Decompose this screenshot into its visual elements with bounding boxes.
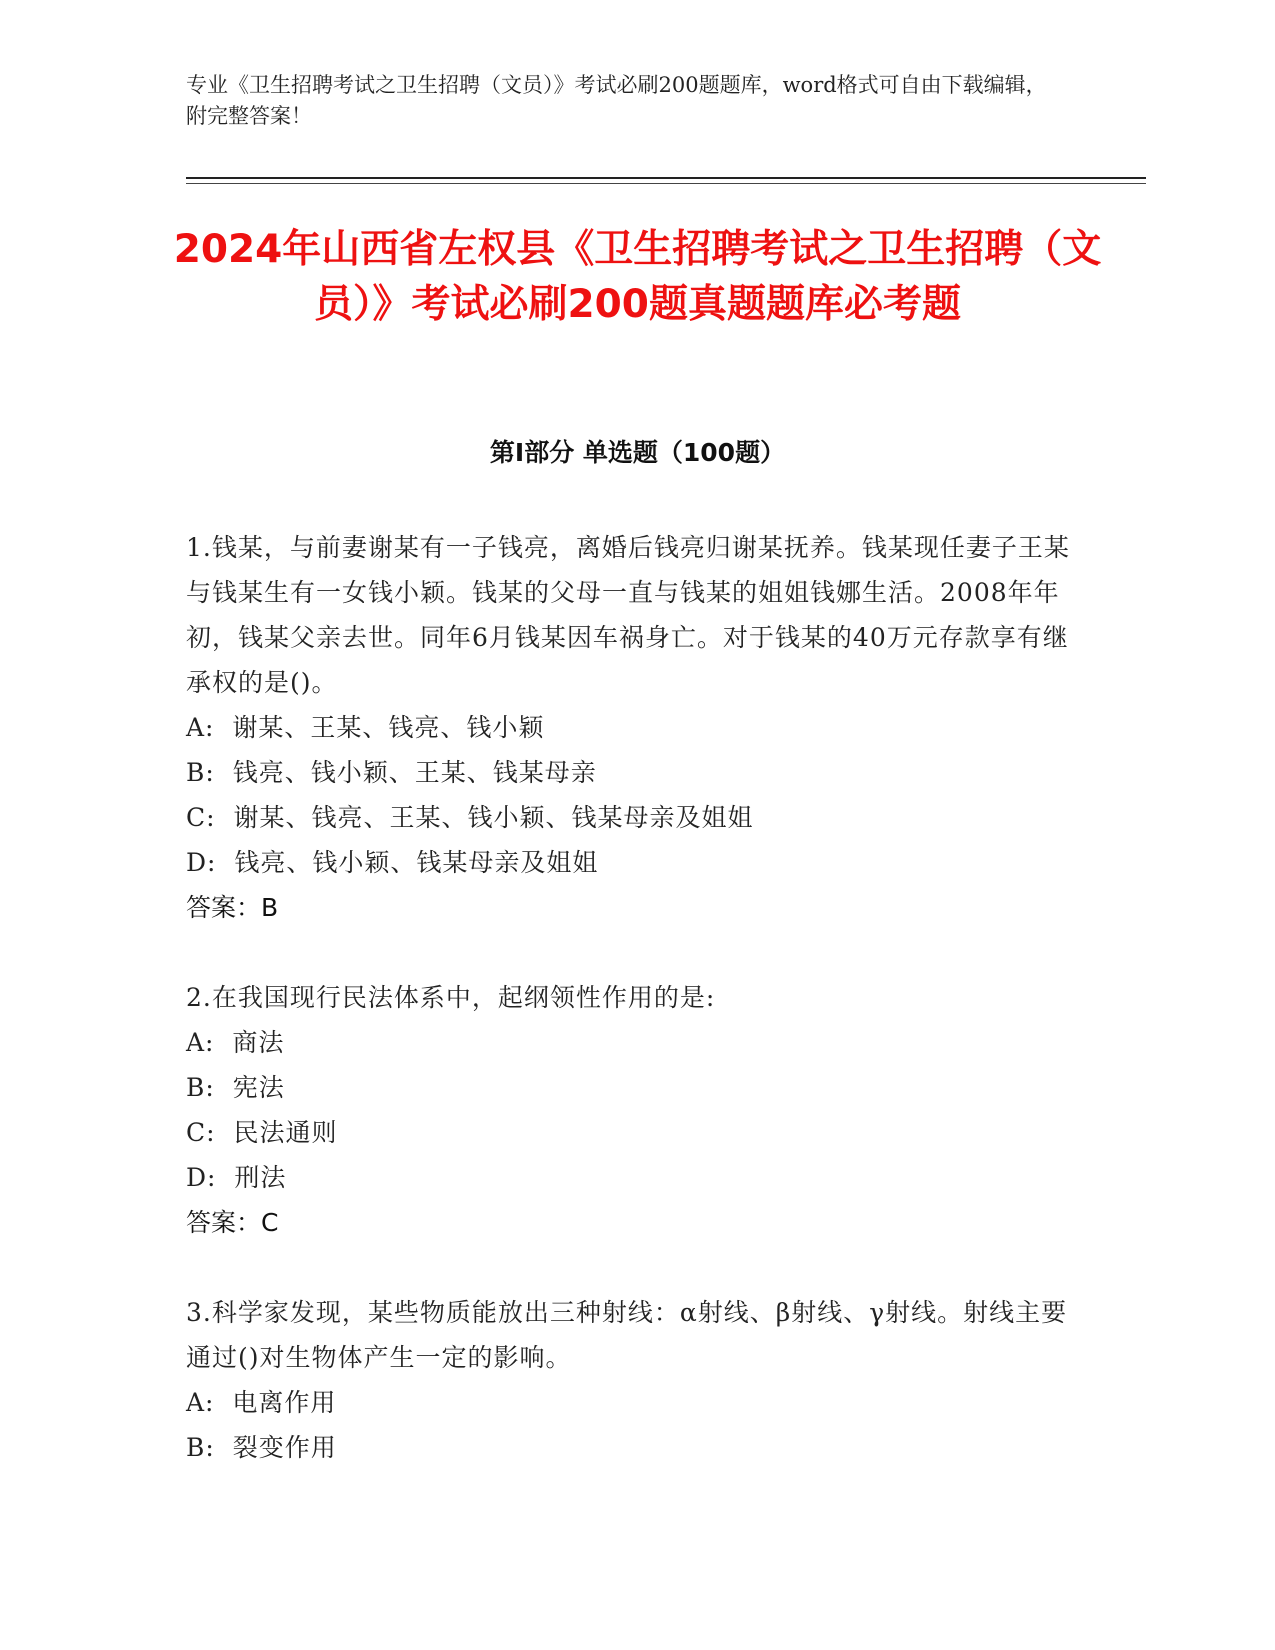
question-1 xyxy=(186,525,1076,930)
option-b: B: 钱亮、钱小颖、王某、钱某母亲 xyxy=(186,758,597,787)
option-b: B: 裂变作用 xyxy=(186,1433,337,1462)
question-list xyxy=(186,525,1076,1515)
question-3 xyxy=(186,1290,1076,1470)
document-title: 2024年山西省左权县《卫生招聘考试之卫生招聘（文员）》考试必刷200题真题题库必考题 xyxy=(173,227,1102,327)
header-note: 专业《卫生招聘考试之卫生招聘（文员）》考试必刷200题题库，word格式可自由下载编辑，附完整答案！ xyxy=(186,73,1047,128)
question-2 xyxy=(186,975,1076,1245)
option-d: D: 钱亮、钱小颖、钱某母亲及姐姐 xyxy=(186,848,599,877)
question-stem: 1.钱某，与前妻谢某有一子钱亮，离婚后钱亮归谢某抚养。钱某现任妻子王某与钱某生有一女钱小颖。钱某的父母一直与钱某的姐姐钱娜生活。2008年年初，钱某父亲去世。同年6月钱某因车祸身亡。对于钱某的40万元存款享有继承权的是()。 xyxy=(186,533,1070,697)
question-stem: 3.科学家发现，某些物质能放出三种射线：α射线、β射线、γ射线。射线主要通过()对生物体产生一定的影响。 xyxy=(186,1298,1068,1372)
option-a: A: 商法 xyxy=(186,1028,285,1057)
answer: 答案：B xyxy=(186,893,279,922)
section-title: 第Ⅰ部分 单选题（100题） xyxy=(489,438,786,467)
option-b: B: 宪法 xyxy=(186,1073,285,1102)
header-divider-thick xyxy=(186,177,1146,179)
question-stem: 2.在我国现行民法体系中，起纲领性作用的是: xyxy=(186,983,716,1012)
option-a: A: 电离作用 xyxy=(186,1388,337,1417)
header-divider-thin xyxy=(186,183,1146,184)
option-c: C: 民法通则 xyxy=(186,1118,338,1147)
answer: 答案：C xyxy=(186,1208,279,1237)
option-d: D: 刑法 xyxy=(186,1163,287,1192)
option-c: C: 谢某、钱亮、王某、钱小颖、钱某母亲及姐姐 xyxy=(186,803,754,832)
option-a: A: 谢某、王某、钱亮、钱小颖 xyxy=(186,713,545,742)
